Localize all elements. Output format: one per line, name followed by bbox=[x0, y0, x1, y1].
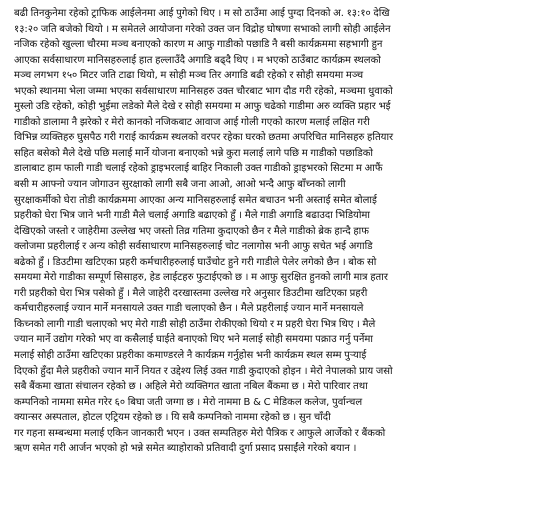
text-line: आएका सर्वसाधारण मानिसहरुलाई हात हल्लाउँदै अगाडि बढ्दै थिए । म भएको ठाउँबाट कार्यक्रम स्थलको bbox=[14, 54, 381, 66]
text-line: क्यान्सर अस्पताल, होटल एट्रियम रहेको छ । यि सबै कम्पनिको नाममा रहेको छ । सुन चाँदी bbox=[14, 412, 331, 424]
text-line: देखिएको जस्तो र जाहेरीमा उल्लेख भए जस्तो तिव्र गतिमा कुदाएको छैन र मैले गाडीको ब्रेक हान्दै हाफ bbox=[14, 225, 369, 237]
text-line: मलाई सोही ठाउँमा खटिएका प्रहरीका कमाण्डरले नै कार्यक्रम गर्नुहोस भनी कार्यक्रम स्थल सम्म पुऱ्याई bbox=[14, 350, 367, 362]
text-line: बसी म आफ्नो ज्यान जोगाउन सुरक्षाको लागी सबै जना आओ, आओ भन्दै आफु बाँच्नको लागी bbox=[14, 179, 346, 191]
text-line: समयमा मेरो गाडीका सम्पूर्ण सिसाहरु, हेड लाईटहरु फुटाईएको छ । म आफु सुरक्षित हुनको लागी मात्र हतार bbox=[14, 272, 388, 284]
text-line: मुस्लो उडि रहेको, कोही भुईमा लडेको मैले देखे र सोही समयमा म आफु चढेको गाडीमा अरु व्यक्ति प्रहार भई bbox=[14, 101, 391, 113]
text-line: विभिन्न व्यक्तिहरु घुसपैठ गरी गराई कार्यक्रम स्थलको वरपर रहेका घरको छतमा अपरिचित मानिसहरु हतियार bbox=[14, 132, 394, 144]
text-line: नजिक रहेको खुल्ला चौरमा मञ्च बनाएको कारण म आफु गाडीको पछाडि नै बसी कार्यक्रममा सहभागी हुन bbox=[14, 39, 383, 51]
text-line: १३:२० जति बजेको थियो । म समेतले आयोजना गरेको उक्त जन विद्रोह घोषणा सभाको लागी सोही आईलेन bbox=[14, 23, 391, 35]
text-line: सुरक्षाकर्मीको घेरा तोडी कार्यक्रममा आएका अन्य मानिसहरुलाई समेत बचाउन भनी अस्ताई समेत बोलाई bbox=[14, 194, 377, 206]
text-line: भएको स्थानमा भेला जम्मा भएका सर्वसाधारण मानिसहरु उक्त चौरबाट भाग दौड गरी रहेको, मञ्चमा धुवाको bbox=[14, 85, 393, 97]
text-line: ज्यान मार्ने उद्योग गरेको भए वा कसैलाई घाईते बनाएको थिए भने मलाई सोही समयमा पक्राउ गर्नु पर्नेमा bbox=[14, 334, 373, 346]
text-line: सहित बसेको मैले देखे पछि मलाई मार्ने योजना बनाएको भन्ने कुरा मलाई लागे पछि म गाडीको पछाडिको bbox=[14, 147, 373, 159]
text-line: ऋण समेत गरी आर्जन भएको हो भन्ने समेत ब्याहोराको प्रतिवादी दुर्गा प्रसाद प्रसाईंले गरेको बयान । bbox=[14, 443, 357, 455]
text-line: कर्मचारीहरुलाई ज्यान मार्ने मनसायले उक्त गाडी चलाएको छैन । मैले प्रहरीलाई ज्यान मार्ने मनसायले bbox=[14, 303, 364, 315]
text-line: प्रहरीको घेरा भित्र जाने भनी गाडी मैले चलाई अगाडि बढाएको हुँ । मैले गाडी अगाडि बढाउदा भिडियोमा bbox=[14, 210, 370, 222]
text-line: मञ्च लगभग १५० मिटर जति टाढा थियो, म सोही मञ्च तिर अगाडि बढी रहेको र सोही समयमा मञ्च bbox=[14, 70, 364, 82]
text-line: क्लोजमा प्रहरीलाई र अन्य कोही सर्वसाधारण मानिसहरुलाई चोट नलागोस भनी आफु सचेत भई अगाडि bbox=[14, 241, 373, 253]
statement-paragraph bbox=[14, 6, 525, 457]
text-line: गर गहना सम्बन्धमा मलाई एकिन जानकारी भएन । उक्त सम्पतिहरु मेरो पैत्रिक र आफुले आर्जेको र बैंकको bbox=[14, 427, 386, 439]
text-line: बढेको हुँ । डिउटीमा खटिएका प्रहरी कर्मचारीहरुलाई घाउँचोट हुने गरी गाडीले पेलेर लगेको छैन । बोक सो bbox=[14, 256, 377, 268]
text-line: किच्नको लागी गाडी चलाएको भए मेरो गाडी सोही ठाउँमा रोकीएको थियो र म प्रहरी घेरा भित्र थिए । मैले bbox=[14, 318, 376, 330]
text-line: गाडीको डालामा नै झरेको र मेरो कानको नजिकबाट आवाज आई गोली गएको कारण मलाई लक्षित गरी bbox=[14, 116, 370, 128]
text-line: डालाबाट हाम फाली गाडी चलाई रहेको ड्राइभरलाई बाहिर निकाली उक्त गाडीको ड्राइभरको सिटमा म आफैं bbox=[14, 163, 383, 175]
text-line: बढी तिनकुनेमा रहेको ट्राफिक आईलेनमा आई पुगेको थिए । म सो ठाउँमा आई पुग्दा दिनको अ. १३:१० देखि bbox=[14, 8, 390, 19]
text-line: दिएको हुँदा मैले प्रहरीको ज्यान मार्ने नियत र उद्देश्य लिई उक्त गाडी कुदाएको होइन । मेरो नेपालको प्राय जसो bbox=[14, 365, 393, 377]
text-line: कम्पनिको नाममा समेत गरेर ६० बिघा जती जग्गा छ । मेरो नाममा B & C मेडिकल कलेज, पुर्वान्चल bbox=[14, 396, 363, 408]
text-line: गरी प्रहरीको घेरा भित्र पसेको हुँ । मैले जाहेरी दरखास्तमा उल्लेख गरे अनुसार डिउटीमा खटिएका प्रहरी bbox=[14, 287, 368, 299]
text-line: सबै बैंकमा खाता संचालन रहेको छ । अहिले मेरो व्यक्तिगत खाता नबिल बैंकमा छ । मेरो पारिवार तथा bbox=[14, 381, 368, 393]
